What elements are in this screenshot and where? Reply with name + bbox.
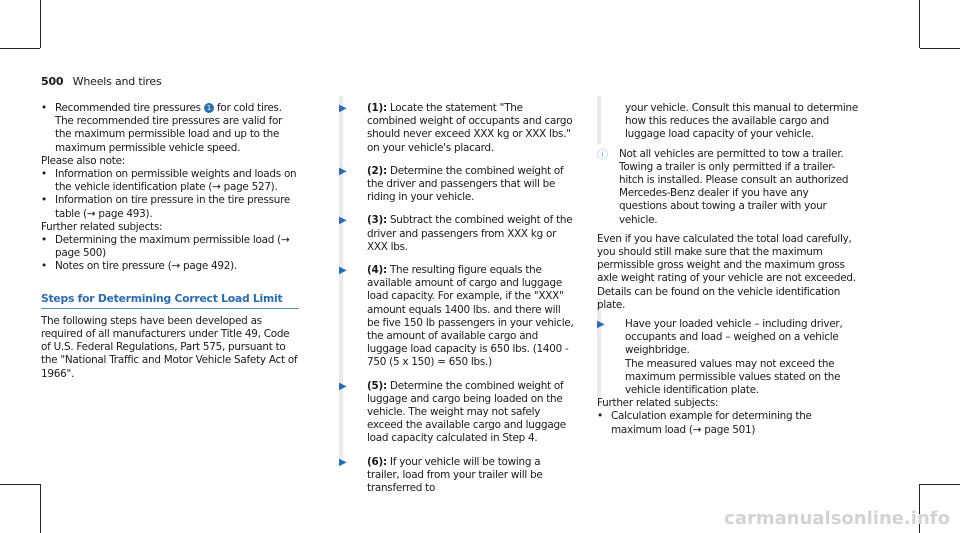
play-arrow-icon: ▶	[339, 456, 347, 468]
crop-mark	[40, 484, 41, 533]
play-arrow-icon: ▶	[339, 165, 347, 177]
note: ⓘ Not all vehicles are permitted to tow a trailer. Towing a trailer is only permitted if a trailer-hitch is installed. Please consult an authorized Mercedes-Benz dealer if you have any questions about towing a trailer with your vehicle.	[597, 147, 849, 226]
crop-mark	[0, 484, 40, 485]
list-item[interactable]: • Notes on tire pressure (→ page 492).	[41, 260, 299, 273]
paragraph: Please also note:	[41, 154, 126, 167]
paragraph: your vehicle. Consult this manual to determine how this reduces the available cargo and luggage load capacity of your vehicle.	[625, 102, 858, 141]
page-number: 500	[41, 75, 64, 88]
paragraph: Further related subjects:	[597, 397, 719, 410]
crop-mark	[0, 48, 40, 49]
column-left	[41, 102, 299, 381]
crop-mark	[919, 0, 920, 48]
column-right	[597, 102, 859, 437]
play-arrow-icon: ▶	[339, 380, 347, 392]
play-arrow-icon: ▶	[597, 319, 605, 331]
list-item: • Recommended tire pressures 1 for cold tires. The recommended tire pressures are valid for the maximum permissible load and up to the maximum permissible vehicle speed.	[41, 102, 299, 155]
step-item: ▶ (6): If your vehicle will be towing a trailer, load from your trailer will be transferred to	[339, 455, 543, 495]
crop-mark	[40, 0, 41, 48]
paragraph: Even if you have calculated the total load carefully, you should still make sure that the maximum permissible gross weight and the maximum gross axle weight rating of your vehicle are not exceeded. Details can be found on the vehicle identification plate.	[597, 232, 856, 311]
step-item: ▶ (3): Subtract the combined weight of the driver and passengers from XXX kg or XXX lbs.	[339, 214, 573, 253]
play-arrow-icon: ▶	[339, 103, 347, 114]
column-middle	[339, 102, 575, 505]
step-item: ▶ (5): Determine the combined weight of luggage and cargo being loaded on the vehicle. The weight may not safely exceed the available cargo and luggage load capacity calculated in Step 4.	[339, 379, 566, 445]
crop-mark	[920, 484, 960, 485]
play-arrow-icon: ▶	[339, 215, 347, 227]
callout-number-icon: 1	[204, 103, 214, 113]
play-arrow-icon: ▶	[339, 265, 347, 277]
list-item[interactable]: • Information on tire pressure in the tire pressure table (→ page 493).	[41, 194, 299, 220]
section-heading: Steps for Determining Correct Load Limit	[41, 292, 299, 309]
watermark: carmanualsonline.info	[724, 508, 950, 529]
list-item[interactable]: • Determining the maximum permissible load (→ page 500)	[41, 234, 299, 260]
list-item[interactable]: • Information on permissible weights and loads on the vehicle identification plate (→ page 527).	[41, 168, 299, 194]
section-title: Wheels and tires	[72, 75, 162, 88]
step-item: ▶ (1): Locate the statement "The combined weight of occupants and cargo should never exceed XXX kg or XXX lbs." on your vehicle's placard.	[339, 102, 573, 154]
page-header	[41, 75, 161, 88]
crop-mark	[920, 48, 960, 49]
list-item[interactable]: • Calculation example for determining the maximum load (→ page 501)	[597, 410, 859, 436]
info-icon: ⓘ	[597, 147, 608, 161]
paragraph: The following steps have been developed as required of all manufacturers under Title 49, Code of U.S. Federal Regulations, Part 575, pursuant to the "National Traffic and Motor Vehicle Safety Act of 1966".	[41, 314, 298, 380]
step-item: ▶ Have your loaded vehicle – including driver, occupants and load – weighed on a vehicle weighbridge. The measured values may not exceed the maximum permissible values stated on the vehicle identification plate.	[597, 318, 843, 397]
step-item: ▶ (4): The resulting figure equals the available amount of cargo and luggage load capacity. For example, if the "XXX" amount equals 1400 lbs. and there will be five 150 lb passengers in your vehicle, the amount of available cargo and luggage load capacity is 650 lbs. (1400 - 750 (5 x 150) = 650 lbs.)	[339, 264, 574, 369]
step-item: ▶ (2): Determine the combined weight of the driver and passengers that will be riding in your vehicle.	[339, 164, 564, 204]
paragraph: Further related subjects:	[41, 220, 163, 233]
